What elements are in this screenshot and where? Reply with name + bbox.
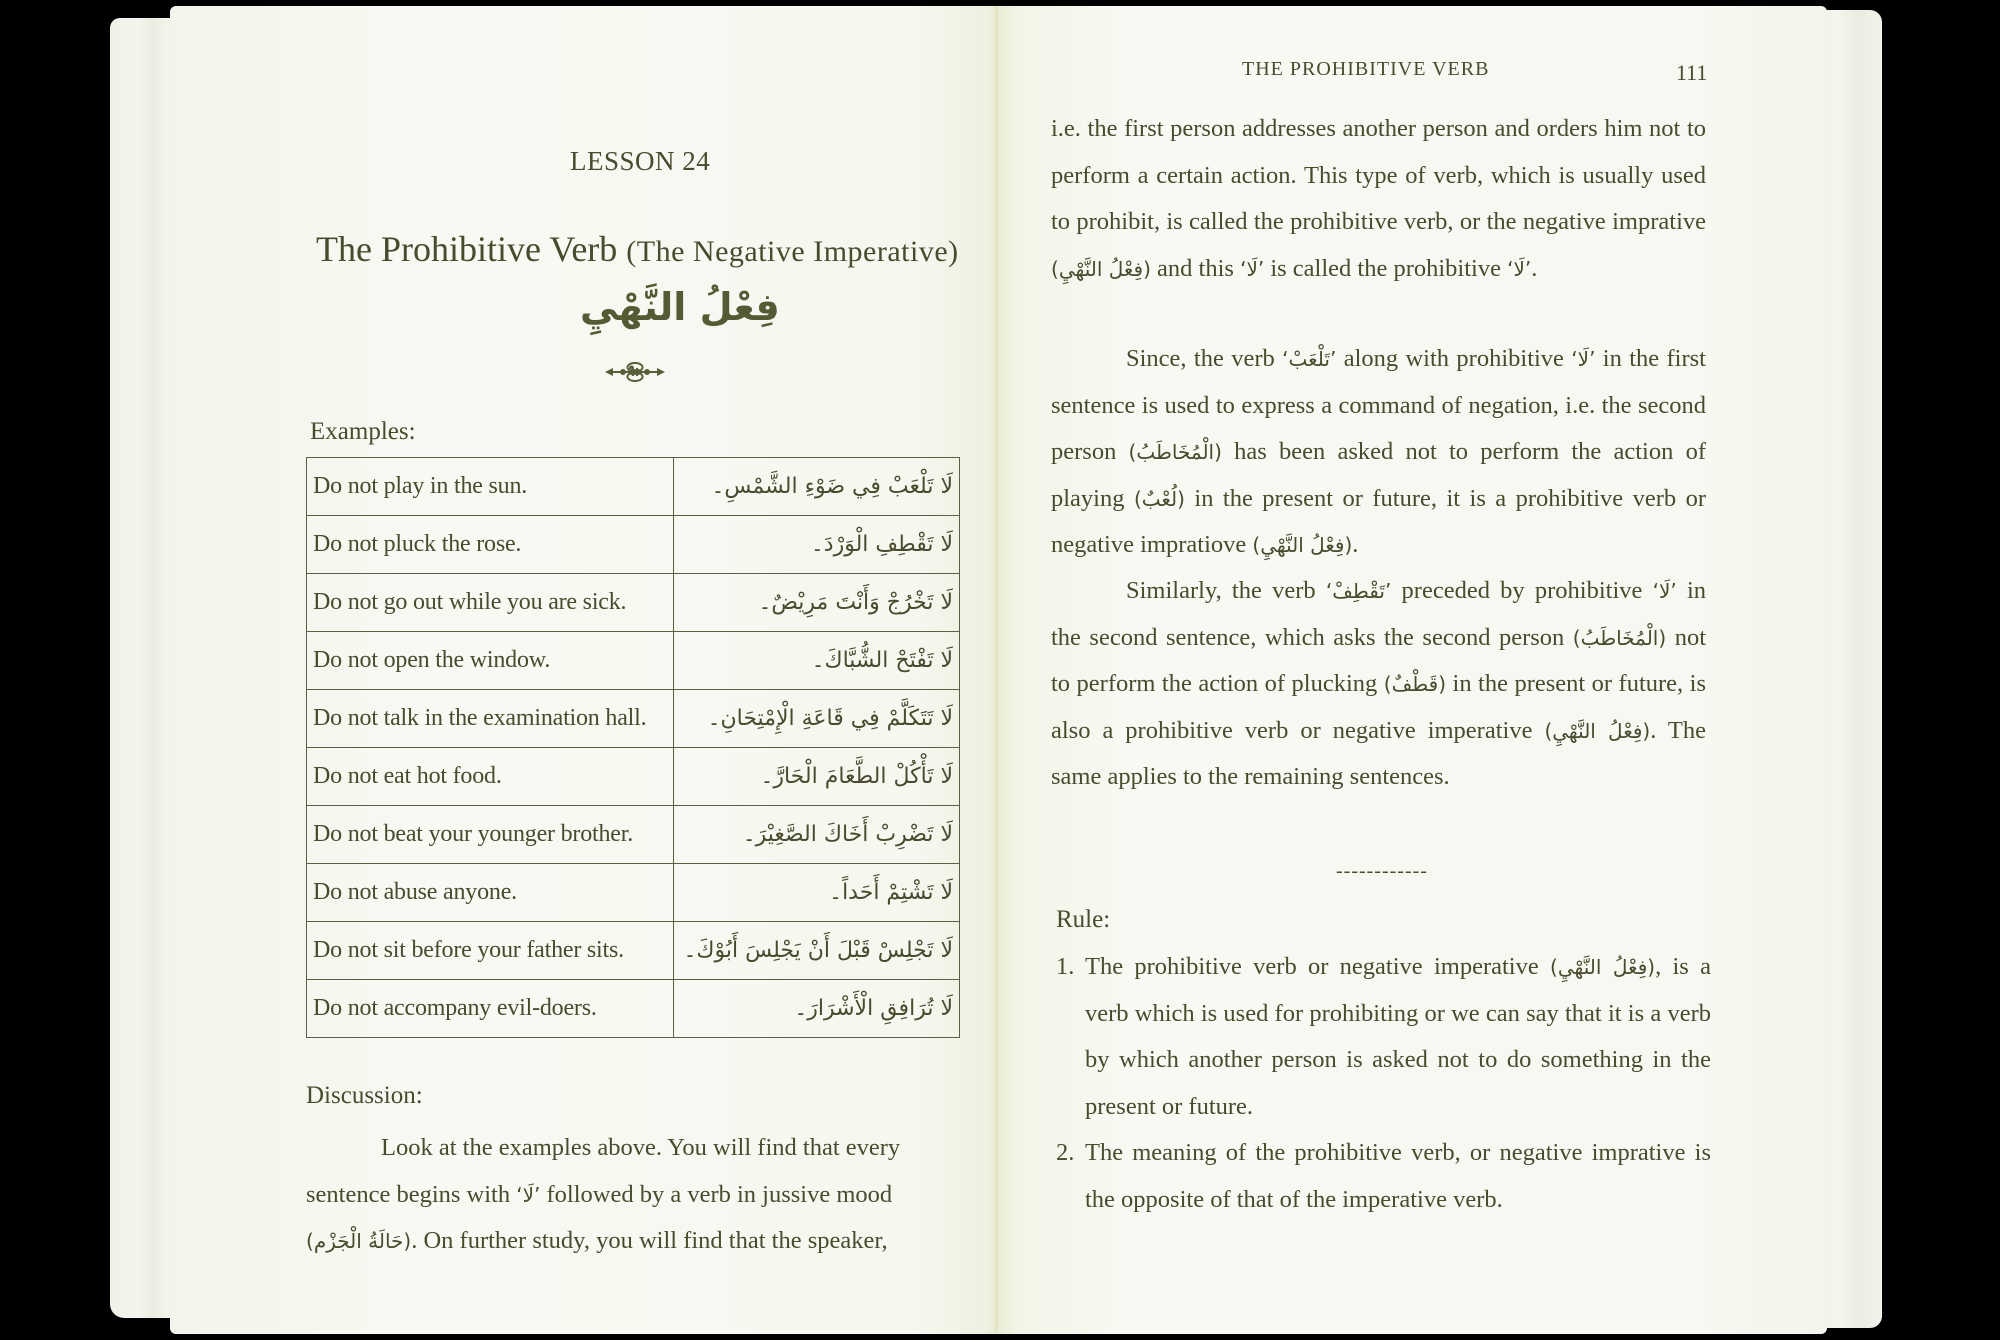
english-cell: Do not go out while you are sick.: [307, 574, 674, 632]
english-cell: Do not abuse anyone.: [307, 864, 674, 922]
english-cell: Do not play in the sun.: [307, 458, 674, 516]
text-run: Similarly, the verb: [1126, 577, 1326, 604]
examples-label: Examples:: [310, 418, 416, 445]
english-cell: Do not pluck the rose.: [307, 516, 674, 574]
text-run: .: [1352, 531, 1359, 558]
arabic-inline: (الْمُخَاطَبُ): [1128, 440, 1222, 464]
table-row: [307, 632, 960, 690]
text-run: Since, the verb: [1126, 345, 1283, 372]
english-cell: Do not sit before your father sits.: [307, 922, 674, 980]
table-row: [307, 458, 960, 516]
title-main: The Prohibitive Verb: [316, 229, 618, 269]
english-cell: Do not open the window.: [307, 632, 674, 690]
text-run: . The same applies to the remaining sentences.: [1051, 716, 1706, 790]
text-run: , is a verb which is used for prohibiting or we can say that it is a verb by which another person is asked not to do something in the present or future.: [1085, 953, 1711, 1120]
arabic-cell: لَا تَلْعَبْ فِي ضَوْءِ الشَّمْسِ۔: [674, 458, 960, 516]
discussion-line: Look at the examples above. You will find that every: [381, 1134, 901, 1161]
table-row: [307, 690, 960, 748]
table-row: [307, 806, 960, 864]
rule-number: 1.: [1056, 953, 1075, 980]
arabic-title: فِعْلُ النَّهْيِ: [580, 285, 780, 329]
arabic-inline: ‘تَلْعَبْ’: [1282, 347, 1337, 371]
text-run: preceded by prohibitive: [1391, 577, 1653, 604]
paragraph-1: [1051, 106, 1706, 292]
arabic-cell: لَا تَقْطِفِ الْوَرْدَ۔: [674, 516, 960, 574]
rule-label: Rule:: [1056, 906, 1111, 933]
text-run: sentence begins with: [306, 1180, 517, 1208]
table-row: [307, 748, 960, 806]
arabic-inline: (فِعْلُ النَّهْيِ): [1544, 718, 1651, 743]
discussion-line: [306, 1172, 960, 1219]
arabic-inline: ‘تَقْطِفْ’: [1325, 579, 1392, 603]
table-row: [307, 574, 960, 632]
fleuron-ornament-icon: [603, 361, 667, 383]
text-run: in the second sentence, which asks the second person: [1051, 577, 1707, 651]
running-head: THE PROHIBITIVE VERB: [1242, 58, 1490, 80]
rule-list: [1056, 944, 1711, 1223]
discussion-label: Discussion:: [306, 1082, 423, 1109]
arabic-inline: (فِعْلُ النَّهْيِ): [1550, 955, 1656, 979]
arabic-inline: (حَالَةُ الْجَزْم): [306, 1229, 412, 1253]
text-run: in the present or future, is also a prohibitive verb or negative imperative: [1051, 670, 1706, 744]
english-cell: Do not talk in the examination hall.: [307, 690, 674, 748]
arabic-inline: (الْمُخَاطَبُ): [1572, 625, 1667, 650]
table-row: [307, 980, 960, 1038]
arabic-inline: ‘لَا’: [516, 1182, 541, 1207]
page-number: 111: [1676, 60, 1708, 85]
arabic-inline: (فِعْلُ النَّهْيِ): [1051, 256, 1151, 281]
text-run: . On further study, you will find that the speaker,: [411, 1227, 888, 1254]
text-run: not to perform the action of plucking: [1051, 623, 1706, 697]
arabic-inline: (لُعْبٌ): [1133, 486, 1185, 511]
english-cell: Do not eat hot food.: [307, 748, 674, 806]
rule-item: [1056, 1130, 1711, 1223]
section-divider: ------------: [1336, 860, 1428, 882]
arabic-cell: لَا تَأْكُلْ الطَّعَامَ الْحَارَّ۔: [674, 748, 960, 806]
arabic-inline: ‘لَا’: [1652, 579, 1677, 603]
arabic-cell: لَا تَضْرِبْ أَخَاكَ الصَّغِيْرَ۔: [674, 806, 960, 864]
arabic-inline: (فِعْلُ النَّهْيِ): [1252, 533, 1353, 557]
text-run: in the present or future, it is a prohibitive verb or negative impratiove: [1051, 484, 1706, 558]
title-subtitle: (The Negative Imperative): [626, 235, 959, 268]
english-cell: Do not accompany evil-doers.: [307, 980, 674, 1038]
english-cell: Do not beat your younger brother.: [307, 806, 674, 864]
page-title: [316, 228, 959, 270]
discussion-paragraph: [306, 1125, 960, 1265]
book-spine: [995, 6, 999, 1331]
discussion-line: [306, 1218, 960, 1265]
text-run: has been asked not to perform the action of playing: [1051, 438, 1706, 512]
text-run: is called the prohibitive: [1264, 254, 1508, 282]
text-run: The meaning of the prohibitive verb, or negative imprative is the opposite of that of the imperative verb.: [1085, 1139, 1711, 1213]
arabic-cell: لَا تَفْتَحْ الشُّبَّاكَ۔: [674, 632, 960, 690]
examples-table: [306, 457, 960, 1038]
paragraph-2: [1051, 336, 1706, 569]
rule-item: [1056, 944, 1711, 1130]
table-row: [307, 516, 960, 574]
arabic-inline: ‘لَا’: [1507, 256, 1532, 281]
text-run: The prohibitive verb or negative imperative: [1085, 953, 1550, 980]
arabic-cell: لَا تَخْرُجْ وَأَنْتَ مَرِيْضٌ۔: [674, 574, 960, 632]
text-run: .: [1531, 254, 1538, 282]
paragraph-3: [1051, 568, 1706, 801]
text-run: i.e. the first person addresses another person and orders him not to perform a certain action. This type of verb, which is usually used to prohibit, is called the prohibitive verb, or the negative imprative: [1051, 115, 1706, 235]
rule-number: 2.: [1056, 1139, 1075, 1166]
arabic-cell: لَا تَجْلِسْ قَبْلَ أَنْ يَجْلِسَ أَبُوْكَ۔: [674, 922, 960, 980]
arabic-inline: ‘لَا’: [1240, 256, 1265, 281]
arabic-inline: ‘لَا’: [1571, 347, 1596, 371]
arabic-inline: (قَطْفٌ): [1383, 672, 1447, 696]
table-row: [307, 922, 960, 980]
arabic-cell: لَا تَتَكَلَّمْ فِي قَاعَةِ الْإِمْتِحَانِ۔: [674, 690, 960, 748]
text-run: followed by a verb in jussive mood: [540, 1180, 893, 1208]
table-row: [307, 864, 960, 922]
arabic-cell: لَا تَشْتِمْ أَحَداً۔: [674, 864, 960, 922]
text-run: in the first sentence is used to express a command of negation, i.e. the second person: [1051, 345, 1706, 465]
text-run: and this: [1150, 254, 1241, 282]
arabic-cell: لَا تُرَافِقِ الْأَشْرَارَ۔: [674, 980, 960, 1038]
text-run: along with prohibitive: [1336, 345, 1572, 372]
lesson-label: LESSON 24: [570, 146, 711, 176]
